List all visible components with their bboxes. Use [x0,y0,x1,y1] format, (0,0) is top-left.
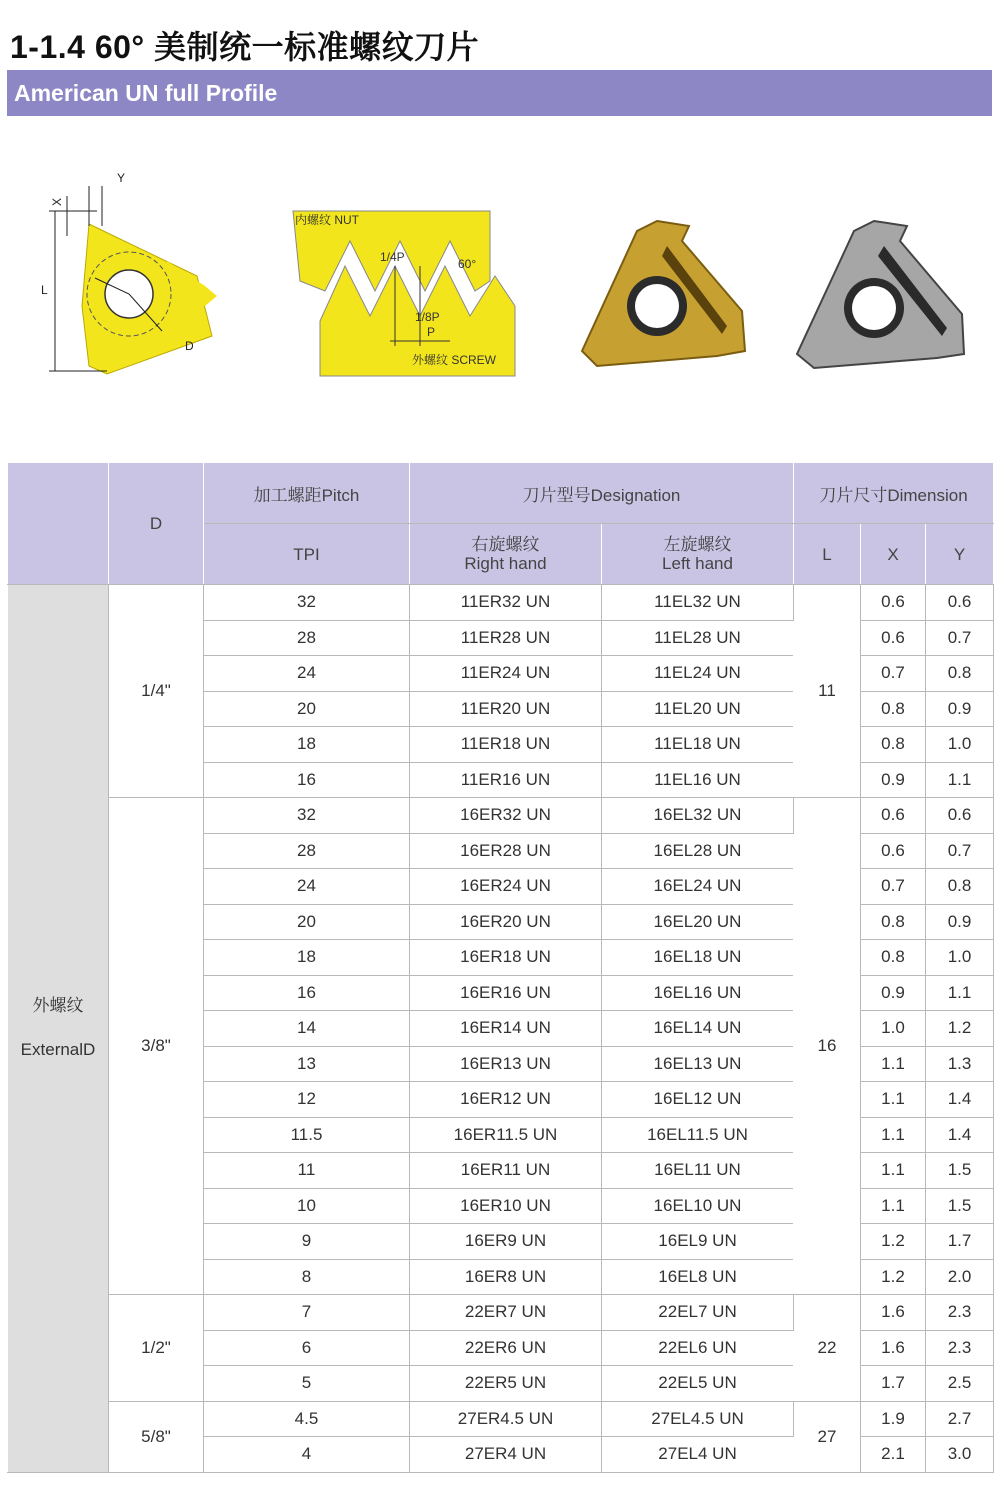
tpi-cell: 24 [204,869,410,905]
left-hand-cell: 16EL24 UN [602,869,794,905]
x-cell: 1.6 [861,1330,926,1366]
left-hand-cell: 16EL20 UN [602,904,794,940]
left-hand-cell: 11EL18 UN [602,727,794,763]
right-hand-cell: 16ER20 UN [410,904,602,940]
col-header-left-hand: 左旋螺纹 Left hand [602,524,794,585]
eighth-pitch-label: 1/8P [415,310,440,324]
tpi-cell: 28 [204,833,410,869]
right-hand-cell: 16ER12 UN [410,1082,602,1118]
x-cell: 1.9 [861,1401,926,1437]
d-cell: 1/2" [109,1295,204,1402]
right-hand-cell: 16ER32 UN [410,798,602,834]
tpi-cell: 13 [204,1046,410,1082]
d-cell: 3/8" [109,798,204,1295]
left-hand-cell: 27EL4 UN [602,1437,794,1473]
figures-panel [7,116,992,426]
y-cell: 3.0 [926,1437,994,1473]
y-cell: 2.5 [926,1366,994,1402]
left-hand-cell: 22EL7 UN [602,1295,794,1331]
right-hand-cell: 16ER13 UN [410,1046,602,1082]
x-cell: 0.8 [861,904,926,940]
right-hand-cell: 16ER8 UN [410,1259,602,1295]
col-header-pitch: 加工螺距Pitch [204,463,410,524]
tpi-cell: 28 [204,620,410,656]
tpi-cell: 32 [204,585,410,621]
tpi-cell: 11.5 [204,1117,410,1153]
x-cell: 1.1 [861,1082,926,1118]
x-cell: 1.1 [861,1188,926,1224]
y-cell: 1.1 [926,975,994,1011]
header-row-1 [8,463,994,524]
y-cell: 1.7 [926,1224,994,1260]
x-cell: 1.7 [861,1366,926,1402]
tpi-cell: 4.5 [204,1401,410,1437]
tpi-cell: 16 [204,762,410,798]
nut-label: 内螺纹 NUT [295,213,359,227]
label-x: X [50,197,64,206]
thread-profile-diagram [290,206,530,381]
y-cell: 0.6 [926,585,994,621]
x-cell: 0.6 [861,798,926,834]
d-cell: 5/8" [109,1401,204,1472]
y-cell: 1.4 [926,1082,994,1118]
left-hand-cell: 11EL24 UN [602,656,794,692]
x-cell: 1.1 [861,1153,926,1189]
right-hand-cell: 16ER11.5 UN [410,1117,602,1153]
right-hand-cell: 11ER18 UN [410,727,602,763]
right-hand-cell: 16ER18 UN [410,940,602,976]
x-cell: 2.1 [861,1437,926,1473]
x-cell: 0.9 [861,975,926,1011]
right-hand-cell: 16ER28 UN [410,833,602,869]
right-hand-cell: 16ER10 UN [410,1188,602,1224]
y-cell: 2.0 [926,1259,994,1295]
right-hand-cell: 11ER20 UN [410,691,602,727]
section-banner: American UN full Profile [7,70,992,116]
tpi-cell: 12 [204,1082,410,1118]
left-hand-cell: 16EL16 UN [602,975,794,1011]
tpi-cell: 6 [204,1330,410,1366]
y-cell: 0.7 [926,833,994,869]
x-cell: 0.6 [861,833,926,869]
x-cell: 0.6 [861,620,926,656]
tpi-cell: 16 [204,975,410,1011]
table-row [8,585,994,621]
y-cell: 1.4 [926,1117,994,1153]
right-hand-cell: 22ER5 UN [410,1366,602,1402]
y-cell: 2.3 [926,1330,994,1366]
left-hand-cell: 16EL13 UN [602,1046,794,1082]
left-hand-cell: 16EL18 UN [602,940,794,976]
y-cell: 1.0 [926,727,994,763]
left-hand-cell: 16EL8 UN [602,1259,794,1295]
x-cell: 0.8 [861,691,926,727]
left-hand-cell: 16EL10 UN [602,1188,794,1224]
right-hand-cell: 16ER11 UN [410,1153,602,1189]
x-cell: 0.7 [861,656,926,692]
col-header-y: Y [926,524,994,585]
y-cell: 1.3 [926,1046,994,1082]
left-hand-cell: 16EL12 UN [602,1082,794,1118]
label-y: Y [117,171,126,185]
y-cell: 0.9 [926,691,994,727]
y-cell: 0.8 [926,656,994,692]
left-hand-cell: 16EL9 UN [602,1224,794,1260]
table-row [8,1401,994,1437]
left-hand-cell: 11EL16 UN [602,762,794,798]
right-hand-cell: 16ER14 UN [410,1011,602,1047]
right-hand-cell: 16ER24 UN [410,869,602,905]
x-cell: 1.2 [861,1224,926,1260]
label-l: L [41,283,48,297]
col-header-x: X [861,524,926,585]
left-hand-cell: 16EL14 UN [602,1011,794,1047]
silver-insert-photo [792,216,977,376]
l-cell: 22 [794,1295,861,1402]
y-cell: 1.0 [926,940,994,976]
l-cell: 27 [794,1401,861,1472]
left-hand-cell: 16EL11.5 UN [602,1117,794,1153]
y-cell: 1.2 [926,1011,994,1047]
tpi-cell: 9 [204,1224,410,1260]
y-cell: 1.1 [926,762,994,798]
insert-dimension-diagram [27,166,227,376]
l-cell: 11 [794,585,861,798]
tpi-cell: 18 [204,727,410,763]
left-hand-cell: 11EL28 UN [602,620,794,656]
y-cell: 0.9 [926,904,994,940]
tpi-cell: 24 [204,656,410,692]
quarter-pitch-label: 1/4P [380,250,405,264]
y-cell: 0.7 [926,620,994,656]
x-cell: 0.9 [861,762,926,798]
right-hand-cell: 11ER16 UN [410,762,602,798]
right-hand-cell: 22ER6 UN [410,1330,602,1366]
tpi-cell: 10 [204,1188,410,1224]
x-cell: 1.1 [861,1117,926,1153]
left-hand-cell: 11EL32 UN [602,585,794,621]
tpi-cell: 7 [204,1295,410,1331]
specification-table [7,462,994,1473]
x-cell: 1.0 [861,1011,926,1047]
col-header-dimension: 刀片尺寸Dimension [794,463,994,524]
left-hand-cell: 22EL5 UN [602,1366,794,1402]
table-row [8,1295,994,1331]
y-cell: 2.7 [926,1401,994,1437]
screw-label: 外螺纹 SCREW [412,353,497,367]
right-hand-cell: 27ER4 UN [410,1437,602,1473]
col-header-d: D [109,463,204,585]
right-hand-cell: 11ER24 UN [410,656,602,692]
y-cell: 1.5 [926,1153,994,1189]
x-cell: 1.1 [861,1046,926,1082]
page-title: 1-1.4 60° 美制统一标准螺纹刀片 [10,29,480,65]
tpi-cell: 11 [204,1153,410,1189]
d-cell: 1/4" [109,585,204,798]
side-header [8,463,109,585]
x-cell: 0.6 [861,585,926,621]
tpi-cell: 5 [204,1366,410,1402]
table-row [8,798,994,834]
y-cell: 2.3 [926,1295,994,1331]
pitch-label: P [427,325,436,339]
col-header-l: L [794,524,861,585]
left-hand-cell: 16EL11 UN [602,1153,794,1189]
label-d: D [185,339,194,353]
tpi-cell: 4 [204,1437,410,1473]
tpi-cell: 20 [204,904,410,940]
col-header-right-hand: 右旋螺纹 Right hand [410,524,602,585]
left-hand-cell: 11EL20 UN [602,691,794,727]
y-cell: 0.8 [926,869,994,905]
right-hand-cell: 11ER28 UN [410,620,602,656]
table-body [8,585,994,1473]
left-hand-cell: 16EL28 UN [602,833,794,869]
x-cell: 0.8 [861,727,926,763]
angle-label: 60° [458,257,477,271]
tpi-cell: 14 [204,1011,410,1047]
tpi-cell: 20 [204,691,410,727]
x-cell: 0.7 [861,869,926,905]
right-hand-cell: 16ER9 UN [410,1224,602,1260]
col-header-designation: 刀片型号Designation [410,463,794,524]
right-hand-cell: 22ER7 UN [410,1295,602,1331]
right-hand-cell: 16ER16 UN [410,975,602,1011]
x-cell: 0.8 [861,940,926,976]
left-hand-cell: 22EL6 UN [602,1330,794,1366]
col-header-tpi: TPI [204,524,410,585]
side-label-en: ExternalD [20,1040,96,1060]
right-hand-cell: 27ER4.5 UN [410,1401,602,1437]
left-hand-cell: 27EL4.5 UN [602,1401,794,1437]
left-hand-cell: 16EL32 UN [602,798,794,834]
gold-insert-photo [577,216,757,376]
x-cell: 1.2 [861,1259,926,1295]
tpi-cell: 18 [204,940,410,976]
y-cell: 1.5 [926,1188,994,1224]
y-cell: 0.6 [926,798,994,834]
side-label-cn: 外螺纹 [32,996,84,1016]
x-cell: 1.6 [861,1295,926,1331]
tpi-cell: 32 [204,798,410,834]
tpi-cell: 8 [204,1259,410,1295]
l-cell: 16 [794,798,861,1295]
right-hand-cell: 11ER32 UN [410,585,602,621]
external-thread-label [8,585,109,1473]
